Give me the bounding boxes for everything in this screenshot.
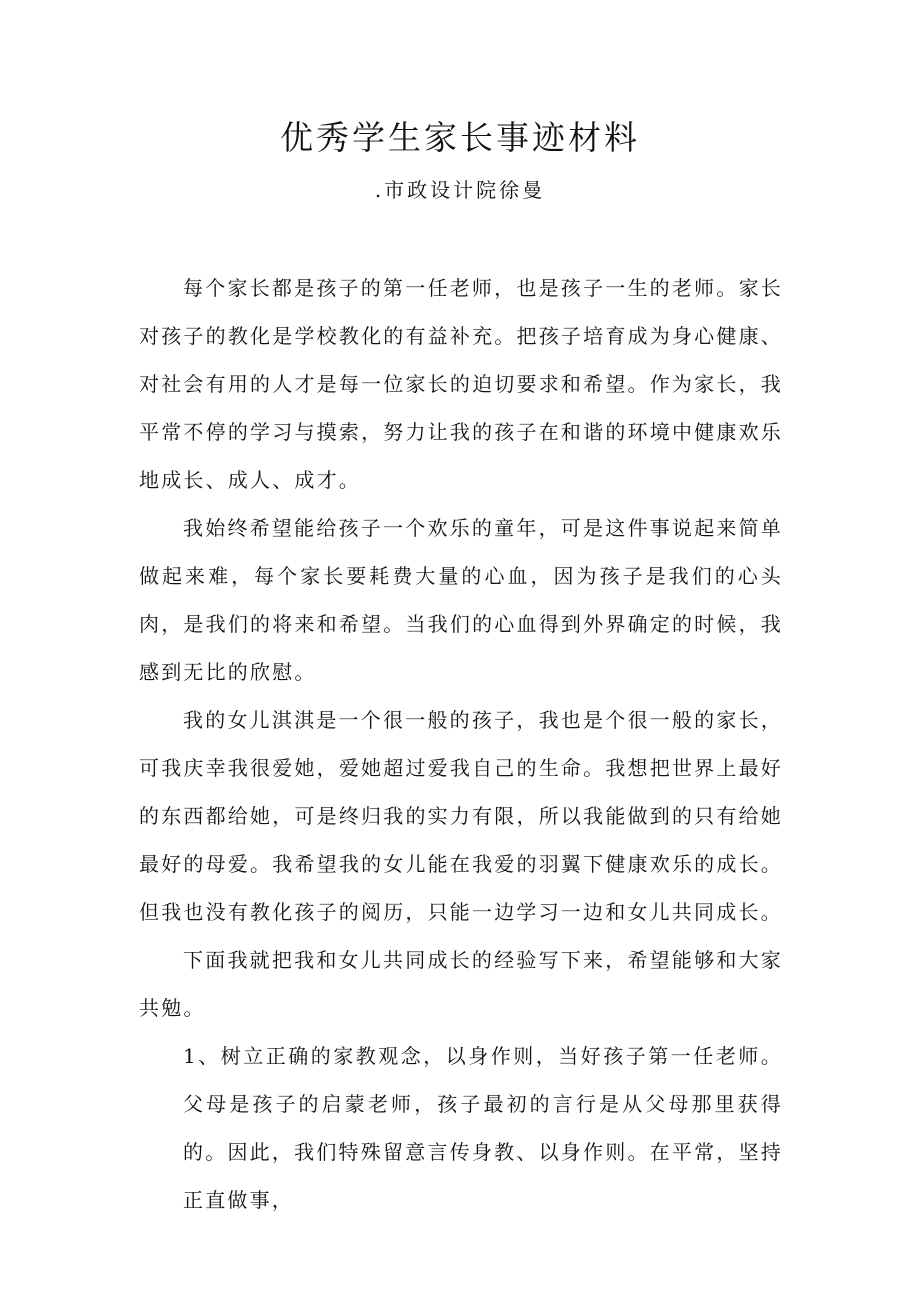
paragraph-1: 每个家长都是孩子的第一任老师，也是孩子一生的老师。家长对孩子的教化是学校教化的有益补充。把孩子培育成为身心健康、对社会有用的人才是每一位家长的迫切要求和希望。作为家长，我平常不停的学习与摸索，努力让我的孩子在和谐的环境中健康欢乐地成长、成人、成才。 xyxy=(139,276,783,492)
paragraph-3: 我的女儿淇淇是一个很一般的孩子，我也是个很一般的家长，可我庆幸我很爱她，爱她超过爱我自己的生命。我想把世界上最好的东西都给她，可是终归我的实力有限，所以我能做到的只有给她最好的母爱。我希望我的女儿能在我爱的羽翼下健康欢乐的成长。但我也没有教化孩子的阅历，只能一边学习一边和女儿共同成长。 xyxy=(139,708,783,924)
paragraph-4: 下面我就把我和女儿共同成长的经验写下来，希望能够和大家共勉。 xyxy=(139,948,783,1020)
document-title: 优秀学生家长事迹材料 xyxy=(280,118,640,157)
document-body xyxy=(139,264,783,1224)
document-author: .市政设计院徐曼 xyxy=(374,178,546,202)
paragraph-2: 我始终希望能给孩子一个欢乐的童年，可是这件事说起来简单做起来难，每个家长要耗费大量的心血，因为孩子是我们的心头肉，是我们的将来和希望。当我们的心血得到外界确定的时候，我感到无比的欣慰。 xyxy=(139,516,783,684)
list-item-1: 1、树立正确的家教观念，以身作则，当好孩子第一任老师。父母是孩子的启蒙老师，孩子最初的言行是从父母那里获得的。因此，我们特殊留意言传身教、以身作则。在平常，坚持正直做事， xyxy=(183,1044,783,1212)
